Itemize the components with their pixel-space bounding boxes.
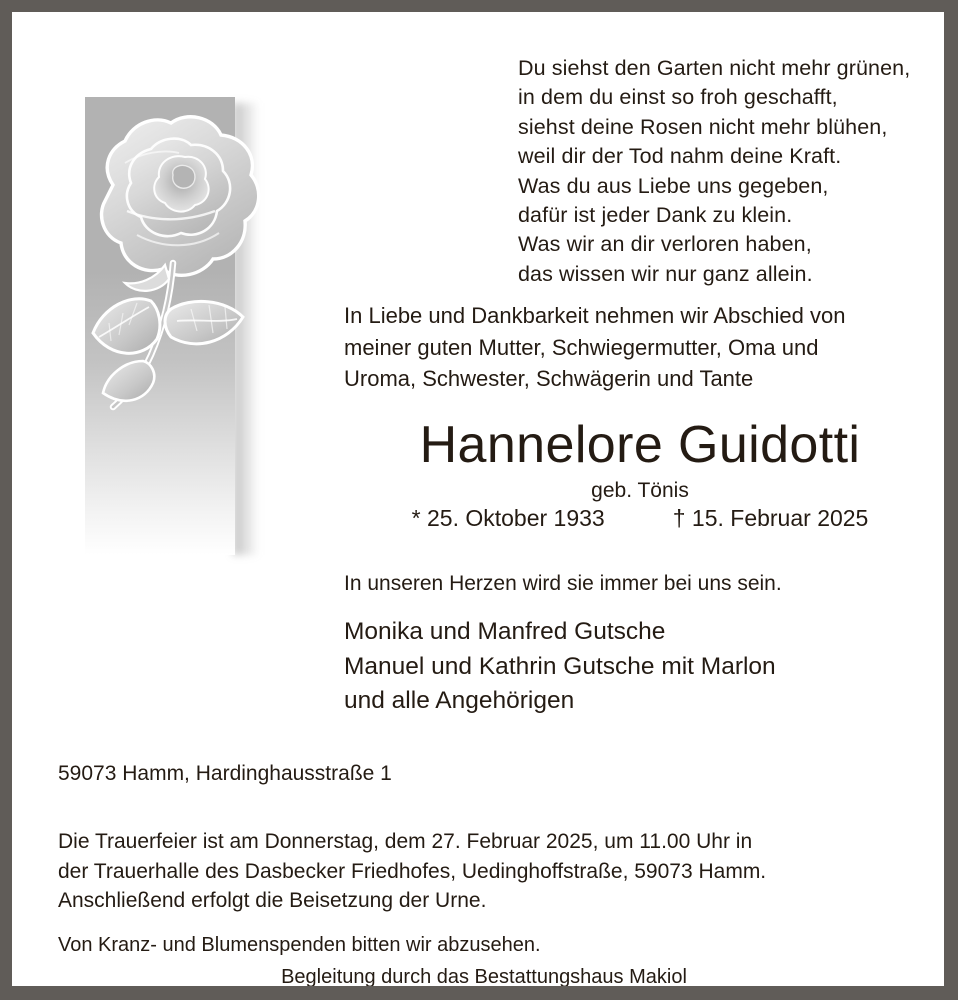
verse-line: das wissen wir nur ganz allein. <box>518 261 813 286</box>
mourner-line: und alle Angehörigen <box>344 687 575 714</box>
intro-line: In Liebe und Dankbarkeit nehmen wir Abschied von <box>344 303 846 328</box>
funeral-service-info <box>58 827 940 916</box>
memorial-verse <box>518 54 938 289</box>
verse-line: in dem du einst so froh geschafft, <box>518 85 838 110</box>
service-line: Anschließend erfolgt die Beisetzung der Urne. <box>58 889 487 912</box>
verse-line: Du siehst den Garten nicht mehr grünen, <box>518 56 911 80</box>
obituary-content <box>12 12 944 986</box>
flowers-request-note: Von Kranz- und Blumenspenden bitten wir abzusehen. <box>58 934 541 956</box>
mourner-line: Manuel und Kathrin Gutsche mit Marlon <box>344 652 776 680</box>
service-line: Die Trauerfeier ist am Donnerstag, dem 27. Februar 2025, um 11.00 Uhr in <box>58 830 753 853</box>
rose-icon <box>67 93 267 423</box>
rose-decoration-panel <box>85 97 235 557</box>
life-dates <box>344 503 936 533</box>
verse-line: dafür ist jeder Dank zu klein. <box>518 203 793 228</box>
mourner-line: Monika und Manfred Gutsche <box>344 618 666 645</box>
farewell-intro <box>344 300 936 395</box>
funeral-home-credit: Begleitung durch das Bestattungshaus Makiol <box>281 966 687 986</box>
remembrance-text: In unseren Herzen wird sie immer bei uns sein. <box>344 572 782 595</box>
intro-line: Uroma, Schwester, Schwägerin und Tante <box>344 366 754 391</box>
verse-line: siehst deine Rosen nicht mehr blühen, <box>518 114 888 139</box>
death-date: † 15. Februar 2025 <box>672 505 869 531</box>
verse-line: weil dir der Tod nahm deine Kraft. <box>518 144 842 169</box>
birth-date: * 25. Oktober 1933 <box>411 505 605 531</box>
intro-line: meiner guten Mutter, Schwiegermutter, Oma und <box>344 334 819 360</box>
verse-line: Was du aus Liebe uns gegeben, <box>518 173 829 198</box>
service-line: der Trauerhalle des Dasbecker Friedhofes, Uedinghoffstraße, 59073 Hamm. <box>58 859 767 883</box>
maiden-name: geb. Tönis <box>591 479 689 502</box>
mourners-list <box>344 615 944 719</box>
verse-line: Was wir an dir verloren haben, <box>518 232 812 257</box>
deceased-name: Hannelore Guidotti <box>419 416 861 474</box>
family-address: 59073 Hamm, Hardinghausstraße 1 <box>58 762 392 785</box>
